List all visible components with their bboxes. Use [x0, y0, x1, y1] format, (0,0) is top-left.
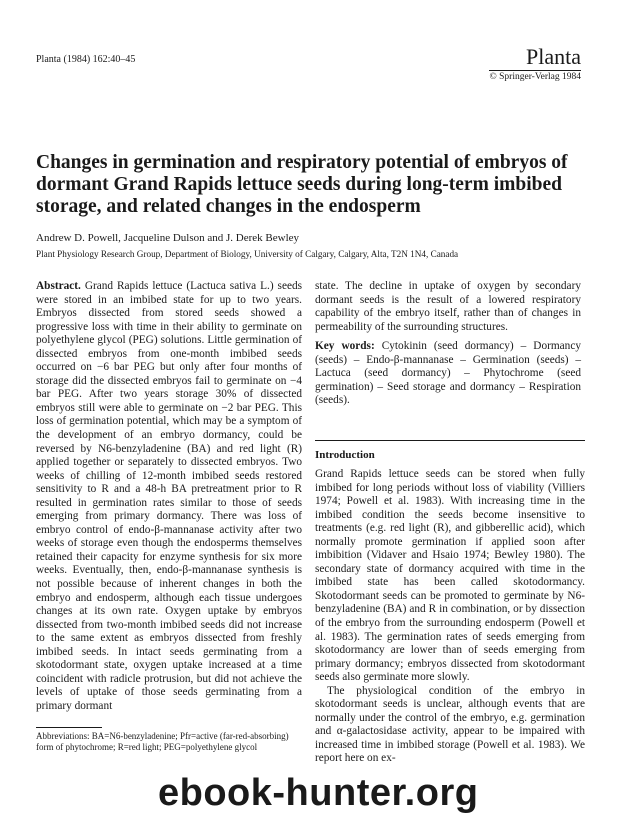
abstract-block — [36, 280, 302, 714]
article-title: Changes in germination and respiratory potential of embryos of dormant Grand Rapids lettuce seeds during long-term imbibed storage, and related changes in the endosperm — [36, 152, 568, 217]
footnote-rule — [36, 727, 102, 728]
journal-citation: Planta (1984) 162:40–45 — [36, 54, 136, 65]
journal-rule — [489, 70, 581, 71]
abbreviations-footnote: Abbreviations: BA=N6-benzyladenine; Pfr=active (far-red-absorbing) form of phytochrome; R=red light; PEG=polyethylene glycol — [36, 731, 289, 752]
abstract-continuation-block — [315, 280, 581, 408]
keywords-text: Cytokinin (seed dormancy) – Dormancy (seeds) – Endo-β-mannanase – Germination (seeds) – Lactuca (seed dormancy) – Phytochrome (seed germination) – Seed storage and dormancy – Respiration (seeds). — [315, 340, 581, 407]
abstract-label: Abstract. — [36, 280, 81, 292]
section-divider — [315, 440, 585, 441]
abstract-first-line: Grand Rapids lettuce (Lactuca sativa L.) — [84, 280, 274, 292]
abstract-text: seeds were stored in an imbibed state for up to two years. Embryos dissected from stored seeds showed a progressive loss with time in their ability to germinate on polyethylene glycol (PEG) solutions. Little germination of dissected embryos from one-month imbibed seeds occurred on −6 bar PEG but only after four months of storage did the dissected embryos fail to germinate on −4 bar PEG. After two years storage 30% of dissected embryos still were able to germinate on −2 bar PEG. This loss of germination potential, which may be a symptom of the development of an embryo dormancy, could be reversed by N6-benzyladenine (BA) and red light (R) applied together or separately to dissected embryos. Two weeks of chilling of 12-month imbibed seeds restored sensitivity to R and a 48-h BA pretreatment prior to R resulted in germination rates similar to those of seeds emerging from primary dormancy. There was loss of embryo control of endo-β-mannanase activity after two weeks of storage even though the endosperms themselves retained their capacity for enzyme synthesis for six more weeks. Eventually, then, endo-β-mannanase synthesis is not possible because of inherent changes in both the embryo and endosperm, although each tissue undergoes changes at its own rate. Oxygen uptake by embryos dissected from two-month imbibed seeds did not increase to the same extent as embryos dissected from freshly imbibed seeds. In intact seeds germinating from a skotodormant state, oxygen uptake increased at a time coincident with radicle protrusion, but did not achieve the levels of uptake of those seeds germinating from a primary dormant — [36, 280, 303, 712]
introduction-paragraph-1: Grand Rapids lettuce seeds can be stored when fully imbibed for long periods without loss of viability (Villiers 1974; Powell et al. 1983). With increasing time in the imbibed condition the seeds become insensitive to treatments (e.g. red light (R), and gibberellic acid), which normally promote germination if applied soon after imbibition (Vidaver and Hsaio 1974; Bewley 1980). The secondary state of dormancy acquired with time in the imbibed state has been called skotodormancy. Skotodormant seeds can be promoted to germinate by N6-benzyladenine (BA) and R in combination, or by dissection of the embryo from the surrounding endosperm (Powell et al. 1983). The germination rates of seeds emerging from skotodormancy are lower than of seeds emerging from primary dormancy; embryos dissected from skotodormant seeds also germinate more slowly. — [315, 468, 585, 684]
affiliation: Plant Physiology Research Group, Department of Biology, University of Calgary, Calgary, Alta, T2N 1N4, Canada — [36, 249, 459, 259]
journal-name: Planta — [526, 44, 581, 69]
introduction-body — [315, 468, 585, 766]
keywords-label: Key words: — [315, 340, 375, 353]
introduction-heading: Introduction — [315, 449, 375, 461]
watermark: ebook-hunter.org — [158, 772, 479, 814]
introduction-paragraph-2: The physiological condition of the embryo in skotodormant seeds is unclear, although events that are normally under the control of the embryo, e.g. germination and α-galactosidase activity, appear to be impaired with increased time in imbibed storage (Powell et al. 1983). We report here on ex- — [315, 684, 585, 765]
publisher-line: © Springer-Verlag 1984 — [489, 72, 581, 82]
abstract-continuation: state. The decline in uptake of oxygen by secondary dormant seeds is the result of a lowered respiratory capability of the embryo itself, rather than of changes in permeability of the surrounding structures. — [315, 280, 581, 333]
authors: Andrew D. Powell, Jacqueline Dulson and J. Derek Bewley — [36, 232, 300, 244]
